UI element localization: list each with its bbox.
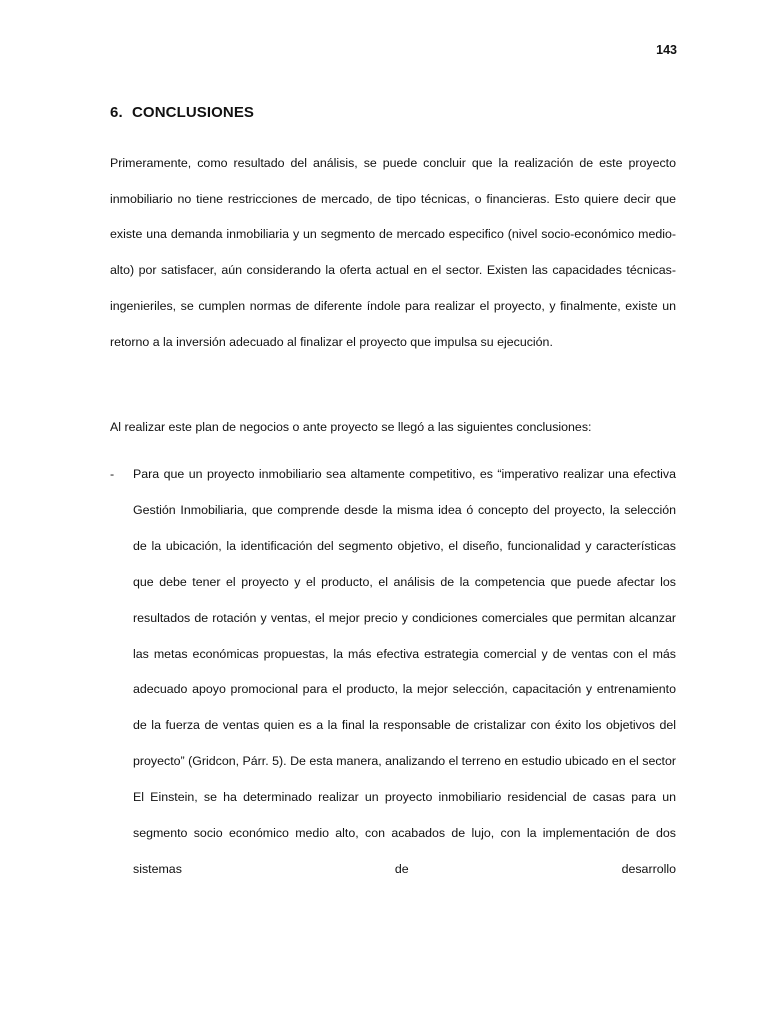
section-number: 6. — [110, 104, 123, 121]
paragraph-intro: Primeramente, como resultado del análisis, se puede concluir que la realización de este proyecto inmobiliario no tiene restricciones de mercado, de tipo técnicas, o financieras. Esto quiere decir que existe una demanda inmobiliaria y un segmento de mercado especifico (nivel socio-económico medio-alto) por satisfacer, aún considerando la oferta actual en el sector. Existen las capacidades técnicas-ingenieriles, se cumplen normas de diferente índole para realizar el proyecto, y finalmente, existe un retorno a la inversión adecuado al finalizar el proyecto que impulsa su ejecución. — [110, 156, 676, 349]
bullet-item — [110, 457, 676, 888]
section-heading — [110, 104, 254, 121]
paragraph-conclusions-lead: Al realizar este plan de negocios o ante proyecto se llegó a las siguientes conclusiones: — [110, 420, 592, 434]
bullet-text: Para que un proyecto inmobiliario sea altamente competitivo, es “imperativo realizar una efectiva Gestión Inmobiliaria, que comprende desde la misma idea ó concepto del proyecto, la selección de la ubicación, la identificación del segmento objetivo, el diseño, funcionalidad y características que debe tener el proyecto y el producto, el análisis de la competencia que puede afectar los resultados de rotación y ventas, el mejor precio y condiciones comerciales que permitan alcanzar las metas económicas propuestas, la más efectiva estrategia comercial y de ventas con el más adecuado apoyo promocional para el producto, la mejor selección, capacitación y entrenamiento de la fuerza de ventas quien es a la final la responsable de cristalizar con éxito los objetivos del proyecto” (Gridcon, Párr. 5). De esta manera, analizando el terreno en estudio ubicado en el sector El Einstein, se ha determinado realizar un proyecto inmobiliario residencial de casas para un segmento socio económico medio alto, con acabados de lujo, con la implementación de dos sistemas de desarrollo — [133, 467, 676, 876]
page-number: 143 — [656, 43, 677, 57]
section-title: CONCLUSIONES — [132, 104, 255, 121]
bullet-marker: - — [110, 467, 115, 481]
